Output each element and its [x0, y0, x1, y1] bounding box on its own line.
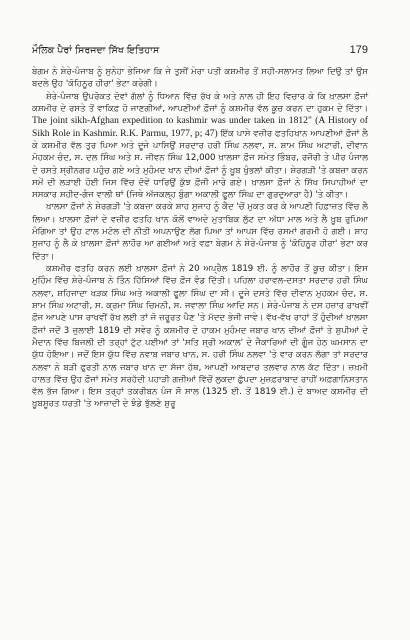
- paragraph-text: ਇੱਕ ਪਾਸੇ ਵਜ਼ੀਰ ਫਤਹਿਖਾਨ ਆਪਣੀਆਂ ਫ਼ੌਜਾਂ ਲੈ ਕੇ ਕਸ਼ਮੀਰ ਵੱਲ ਤੁਰ ਪਿਆ ਅਤੇ ਦੂਜੇ ਪਾਸਿਉਂ ਸਰਦਾਰ ਹਰੀ ਸਿੰਘ ਨਲਵਾ, ਸ. ਸ਼ਾਮ ਸਿੰਘ ਅਟਾਰੀ, ਦੀਵਾਨ ਮੋਹਕਮ ਚੰਦ, ਸ. ਦਲ ਸਿੰਘ ਅਤੇ ਸ. ਜੀਵਨ ਸਿੰਘ 12,000 ਖ਼ਾਲਸਾ ਫ਼ੌਜ ਸਮੇਤ ਭਿੰਬਰ, ਰਜੌਰੀ ਤੇ ਪੀਰ ਪੰਜਾਲ ਦੇ ਰਸਤੇ ਸ਼੍ਰੀਨਗਰ ਪਹੁੰਚ ਗਏ ਅਤੇ ਮੁਹੰਮਦ ਖਾਨ ਦੀਆਂ ਫ਼ੌਜਾਂ ਨੂੰ ਖ਼ੂਬ ਖੁੰਭਲਾਂ ਕੀਤਾ। ਸ਼ੇਰਗੜੀ 'ਤੇ ਕਬਜ਼ਾ ਕਰਨ ਸਮੇਂ ਦੀ ਲੜਾਈ ਹੋਈ ਜਿਸ ਵਿੱਚ ਦੋਵੇਂ ਧਾਰਿਉਂ ਕੁੱਝ ਫ਼ੌਜੀ ਮਾਰੇ ਗਏ। ਖ਼ਾਲਸਾ ਫ਼ੌਜਾਂ ਨੇ ਸਿੱਖ ਸਿਪਾਹੀਆਂ ਦਾ ਸਸਕਾਰ ਸ਼ਹੀਦ-ਗੰਜ ਵਾਲੀ ਥਾਂ (ਜਿਥੇ ਅੱਜਕਲ੍ਹ ਬੁੰਗਾ ਅਕਾਲੀ ਫੂਲਾ ਸਿੰਘ ਦਾ ਗੁਰਦੁਆਰਾ ਹੈ) 'ਤੇ ਕੀਤਾ।: [32, 128, 368, 201]
- page-number: 179: [349, 44, 368, 56]
- paragraph-2: [32, 91, 368, 202]
- paragraph-4: [32, 263, 368, 411]
- running-title: ਮੌਲਿਕ ਪੈਰਾਂ ਸਿਰਜਦਾ ਸਿੱਖ ਇਤਿਹਾਸ: [32, 45, 160, 56]
- paragraph-text: ਖ਼ਾਲਸਾ ਫ਼ੌਜਾਂ ਨੇ ਸ਼ੇਰਗੜੀ 'ਤੇ ਕਬਜ਼ਾ ਕਰਕੇ ਸ਼ਾਹ ਸੁਜਾਹ ਨੂੰ ਕੈਦ 'ਚੋਂ ਮੁਕਤ ਕਰ ਕੇ ਆਪਣੀ ਹਿਫ਼ਾਜ਼ਤ ਵਿੱਚ ਲੈ ਲਿਆ। ਖ਼ਾਲਸਾ ਫ਼ੌਜਾਂ ਦੇ ਵਜ਼ੀਰ ਫਤਹਿ ਖਾਨ ਕੋਲੋਂ ਵਾਅਦੇ ਮੁਤਾਬਿਕ ਲੁੱਟ ਦਾ ਅੱਧਾ ਮਾਲ ਅਤੇ ਲੈ ਖ਼ੂਬ ਰੁਪਿਆ ਮੰਗਿਆ ਤਾਂ ਉਹ ਟਾਲ ਮਟੋਲ ਦੀ ਨੀਤੀ ਅਪਨਾਉਣ ਲੱਗ ਪਿਆ ਤਾਂ ਆਪਸ ਵਿੱਚ ਰਸਮਾਂ ਗਰਮੀ ਹੋ ਗਈ। ਸ਼ਾਹ ਸੁਜਾਹ ਨੂੰ ਲੈ ਕੇ ਖ਼ਾਲਸਾ ਫ਼ੌਜਾਂ ਲਾਹੌਰ ਆ ਗਈਆਂ ਅਤੇ ਵਫ਼ਾ ਬੇਗਮ ਨੇ ਸ਼ੇਰੇ-ਪੰਜਾਬ ਨੂੰ 'ਕੋਹਿਨੂਰ ਹੀਰਾ' ਭੇਟਾ ਕਰ ਦਿੱਤਾ।: [32, 202, 368, 262]
- paragraph-text: ਸ਼ੇਰੇ-ਪੰਜਾਬ ਉਪਰੋਕਤ ਦੋਵਾਂ ਗੱਲਾਂ ਨੂੰ ਧਿਆਨ ਵਿੱਚ ਰੱਖ ਕੇ ਅਤੇ ਨਾਲ ਹੀ ਇਹ ਵਿਚਾਰ ਕੇ ਕਿ ਖ਼ਾਲਸਾ ਫ਼ੌਜਾਂ ਕਸ਼ਮੀਰ ਦੇ ਰਸਤੇ ਤੋਂ ਵਾਕਿਫ਼ ਹੋ ਜਾਣਗੀਆਂ, ਆਪਣੀਆਂ ਫ਼ੌਜਾਂ ਨੂੰ ਕਸ਼ਮੀਰ ਵੱਲ ਕੂਚ ਕਰਨ ਦਾ ਹੁਕਮ ਦੇ ਦਿੱਤਾ।: [32, 91, 368, 114]
- page-header: [32, 44, 368, 56]
- paragraph-text: ਬੇਗਮ ਨੇ ਸ਼ੇਰੇ-ਪੰਜਾਬ ਨੂੰ ਸੁਨੇਹਾ ਭੇਜਿਆ ਕਿ ਜੇ ਤੁਸੀਂ ਮੇਰਾ ਪਤੀ ਕਸ਼ਮੀਰ ਤੋਂ ਸਹੀ-ਸਲਾਮਤ ਲਿਆ ਦਿਉ ਤਾਂ ਉਸ ਬਦਲੇ ਉਹ 'ਕੋਹਿਨੂਰ ਹੀਰਾ' ਭੇਟਾ ਕਰੇਗੀ।: [32, 67, 368, 90]
- body-text: [32, 66, 368, 411]
- english-quote: The joint sikh-Afghan expedition to kashmir was under taken in 1812" (A History of Sikh Role in Kashmir. R.K. Parmu, 1977, p; 47): [32, 115, 368, 139]
- paragraph-1: [32, 66, 368, 91]
- paragraph-text: ਕਸ਼ਮੀਰ ਫਤਹਿ ਕਰਨ ਲਈ ਖ਼ਾਲਸਾ ਫ਼ੌਜਾਂ ਨੇ 20 ਅਪ੍ਰੈਲ 1819 ਈ. ਨੂੰ ਲਾਹੌਰ ਤੋਂ ਕੂਚ ਕੀਤਾ। ਇਸ ਮੁਹਿੰਮ ਵਿੱਚ ਸ਼ੇਰੇ-ਪੰਜਾਬ ਨੇ ਤਿੰਨ ਹਿੱਸਿਆਂ ਵਿੱਚ ਫ਼ੌਜ ਵੰਡ ਦਿੱਤੀ। ਪਹਿਲਾ ਹਰਾਵਲ-ਦਸਤਾ ਸਰਦਾਰ ਹਰੀ ਸਿੰਘ ਨਲਵਾ, ਸ਼ਹਿਜਾਦਾ ਖੜਕ ਸਿੰਘ ਅਤੇ ਅਕਾਲੀ ਫੂਲਾ ਸਿੰਘ ਦਾ ਸੀ। ਦੂਜੇ ਦਸਤੇ ਵਿੱਚ ਦੀਵਾਨ ਮੁਹਕਮ ਚੰਦ, ਸ. ਸ਼ਾਮ ਸਿੰਘ ਅਟਾਰੀ, ਸ. ਕ੍ਰਮਾ ਸਿੰਘ ਚਿਮਨੀ, ਸ. ਜਵਾਲਾ ਸਿੰਘ ਆਦਿ ਸਨ। ਸ਼ੇਰੇ-ਪੰਜਾਬ ਨੇ ਦਸ ਹਜ਼ਾਰ ਰਾਖਵੀਂ ਫ਼ੌਜ ਆਪਣੇ ਪਾਸ ਰਾਖਵੀਂ ਰੱਖ ਲਈ ਤਾਂ ਜੋ ਜ਼ਰੂਰਤ ਪੈਣ 'ਤੇ ਮੱਦਦ ਭੇਜੀ ਜਾਵੇ। ਵੱਖ-ਵੱਖ ਰਾਹਾਂ ਤੋਂ ਹੁੰਦੀਆਂ ਖ਼ਾਲਸਾ ਫ਼ੌਜਾਂ ਜਦੋਂ 3 ਜੁਲਾਈ 1819 ਦੀ ਸਵੇਰ ਨੂੰ ਕਸ਼ਮੀਰ ਦੇ ਹਾਕਮ ਮੁਹੰਮਦ ਜਬਾਰ ਖਾਨ ਦੀਆਂ ਫ਼ੌਜਾਂ ਤੇ ਸ਼ੁਪੀਆਂ ਦੇ ਮੈਦਾਨ ਵਿੱਚ ਬਿਜਲੀ ਦੀ ਤਰ੍ਹਾਂ ਟੁੱਟ ਪਈਆਂ ਤਾਂ 'ਸਤਿ ਸ੍ਰੀ ਅਕਾਲ' ਦੇ ਜੈਕਾਰਿਆਂ ਦੀ ਗੂੰਜ ਹੇਠ ਘਮਸਾਨ ਦਾ ਯੁੱਧ ਹੋਇਆ। ਜਦੋਂ ਇਸ ਯੁੱਧ ਵਿੱਚ ਨਵਾਬ ਜਬਾਰ ਖਾਨ, ਸ. ਹਰੀ ਸਿੰਘ ਨਲਵਾ 'ਤੇ ਵਾਰ ਕਰਨ ਲੱਗਾ ਤਾਂ ਸਰਦਾਰ ਨਲਵਾ ਨੇ ਬੜੀ ਫੁਰਤੀ ਨਾਲ ਜਬਾਰ ਖਾਨ ਦਾ ਸੱਜਾ ਹੱਥ, ਆਪਣੀ ਆਬਦਾਰ ਤਲਵਾਰ ਨਾਲ ਕੱਟ ਦਿੱਤਾ। ਜ਼ਖ਼ਮੀ ਹਾਲਤ ਵਿੱਚ ਉਹ ਫ਼ੌਜਾਂ ਸਮੇਤ ਸਰਹੱਦੀ ਪਹਾੜੀ ਗਜ਼ੀਆਂ ਵਿੱਚੋਂ ਲੁਕਦਾ ਛੁੱਪਦਾ ਮੁਜ਼ਫ਼ਰਾਬਾਦ ਰਾਹੀਂ ਅਫ਼ਗਾਨਿਸਤਾਨ ਵੱਲ ਭੱਜ ਗਿਆ। ਇਸ ਤਰ੍ਹਾਂ ਤਕਰੀਬਨ ਪੰਜ ਸੌ ਸਾਲ (1325 ਈ. ਤੋਂ 1819 ਈ.) ਦੇ ਬਾਅਦ ਕਸ਼ਮੀਰ ਦੀ ਖ਼ੂਬਸੂਰਤ ਧਰਤੀ 'ਤੇ ਆਜ਼ਾਦੀ ਦੇ ਝੰਡੇ ਝੁੱਲਣੇ ਸ਼ੁਰੂ: [32, 264, 368, 410]
- paragraph-3: [32, 201, 368, 263]
